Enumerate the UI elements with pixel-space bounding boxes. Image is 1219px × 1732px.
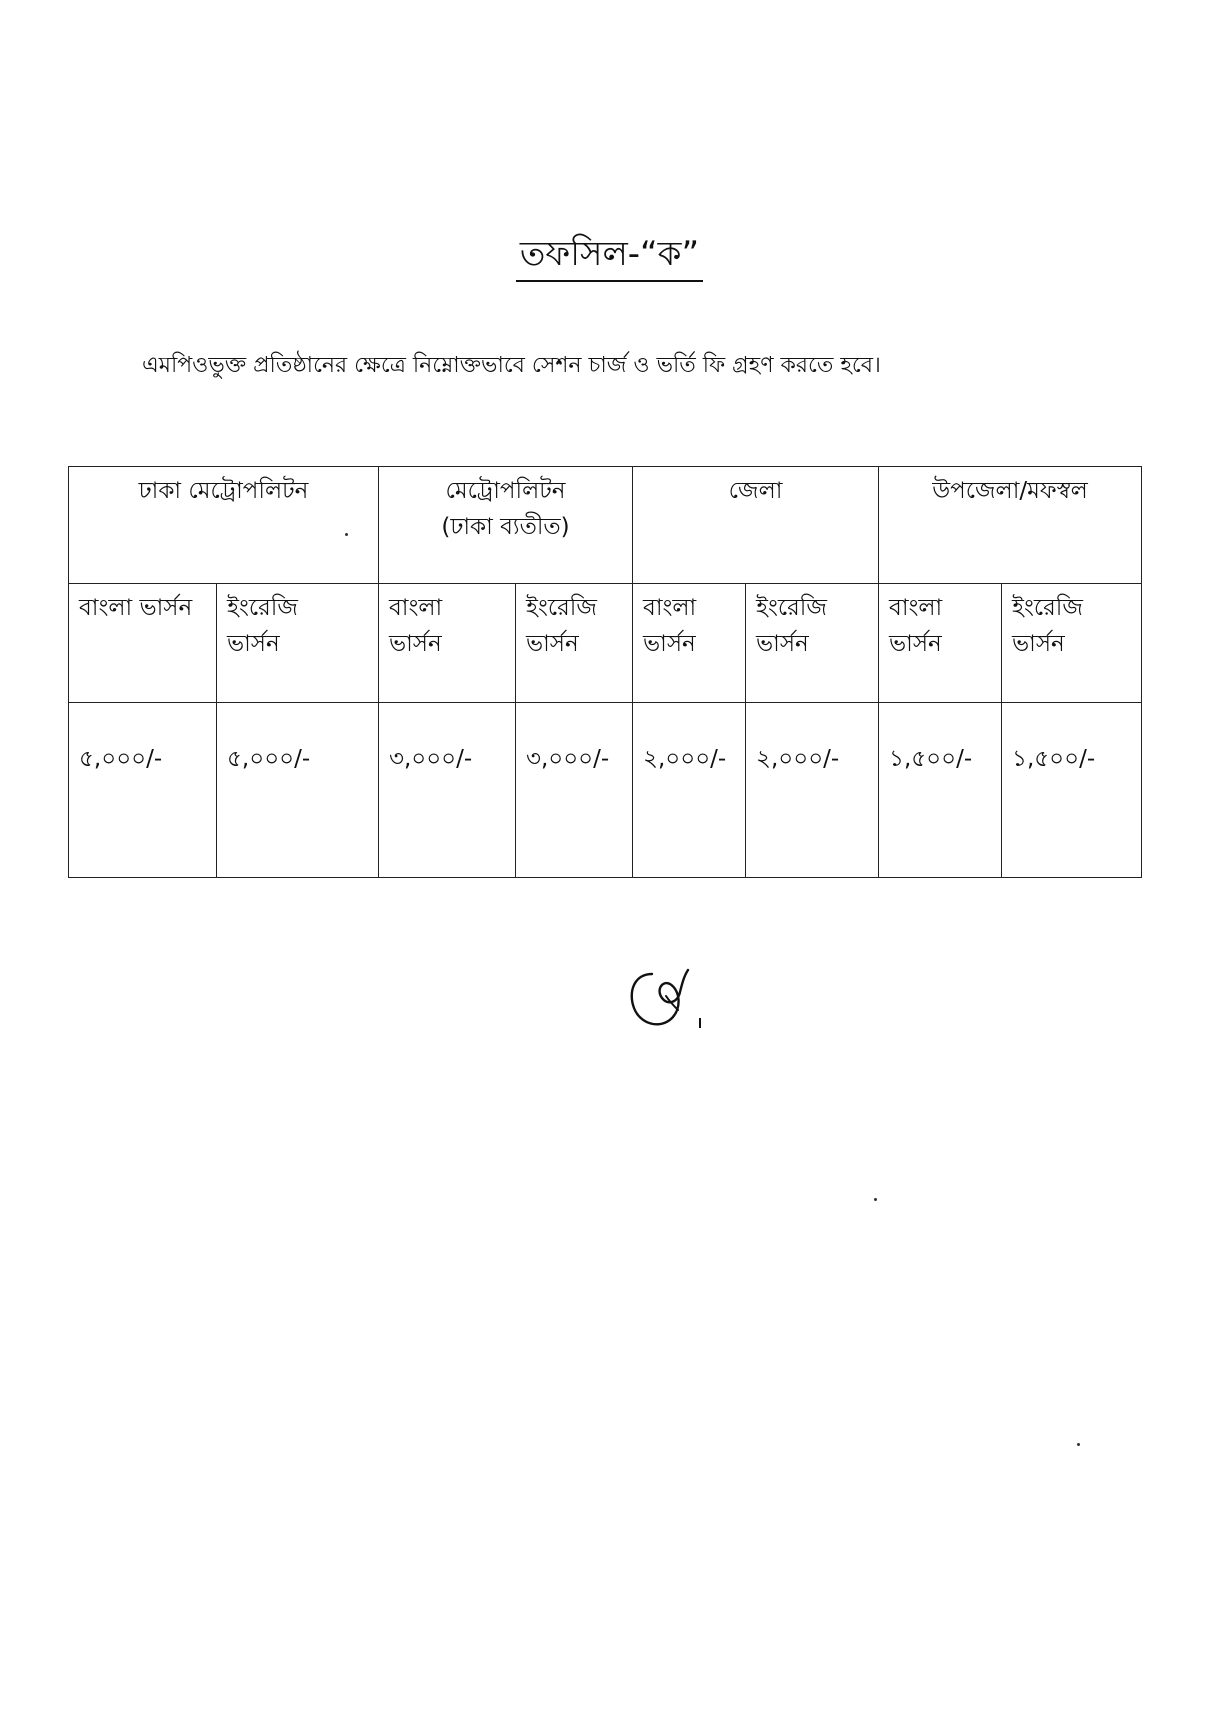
group-header-dhaka-metropolitan: ঢাকা মেট্রোপলিটন [69,467,379,584]
version-cell: বাংলা ভার্সন [69,584,217,703]
fee-value-cell: ৩,০০০/- [379,703,516,878]
group-header-upazila: উপজেলা/মফস্বল [879,467,1142,584]
scan-speck [345,533,348,536]
signature-mark [622,966,712,1034]
fee-value-cell: ৫,০০০/- [217,703,379,878]
group-header-metropolitan: মেট্রোপলিটন (ঢাকা ব্যতীত) [379,467,633,584]
fee-value-cell: ৩,০০০/- [516,703,633,878]
version-cell: ইংরেজি ভার্সন [516,584,633,703]
scan-speck [1077,1443,1080,1446]
fee-value-cell: ১,৫০০/- [1002,703,1142,878]
fee-value-cell: ৫,০০০/- [69,703,217,878]
version-cell: ইংরেজি ভার্সন [1002,584,1142,703]
fee-value-cell: ২,০০০/- [633,703,746,878]
document-title [0,232,1219,282]
version-cell: বাংলা ভার্সন [879,584,1002,703]
version-cell: ইংরেজি ভার্সন [217,584,379,703]
group-header-row [69,467,1142,584]
version-cell: বাংলা ভার্সন [633,584,746,703]
version-cell: ইংরেজি ভার্সন [746,584,879,703]
fee-value-cell: ১,৫০০/- [879,703,1002,878]
title-text: তফসিল-“ক” [516,232,703,282]
fee-table [68,466,1142,878]
intro-paragraph: এমপিওভুক্ত প্রতিষ্ঠানের ক্ষেত্রে নিম্নোক্তভাবে সেশন চার্জ ও ভর্তি ফি গ্রহণ করতে হবে। [142,353,881,378]
fee-value-row [69,703,1142,878]
scan-speck [874,1198,877,1201]
version-cell: বাংলা ভার্সন [379,584,516,703]
group-header-district: জেলা [633,467,879,584]
version-header-row [69,584,1142,703]
fee-value-cell: ২,০০০/- [746,703,879,878]
